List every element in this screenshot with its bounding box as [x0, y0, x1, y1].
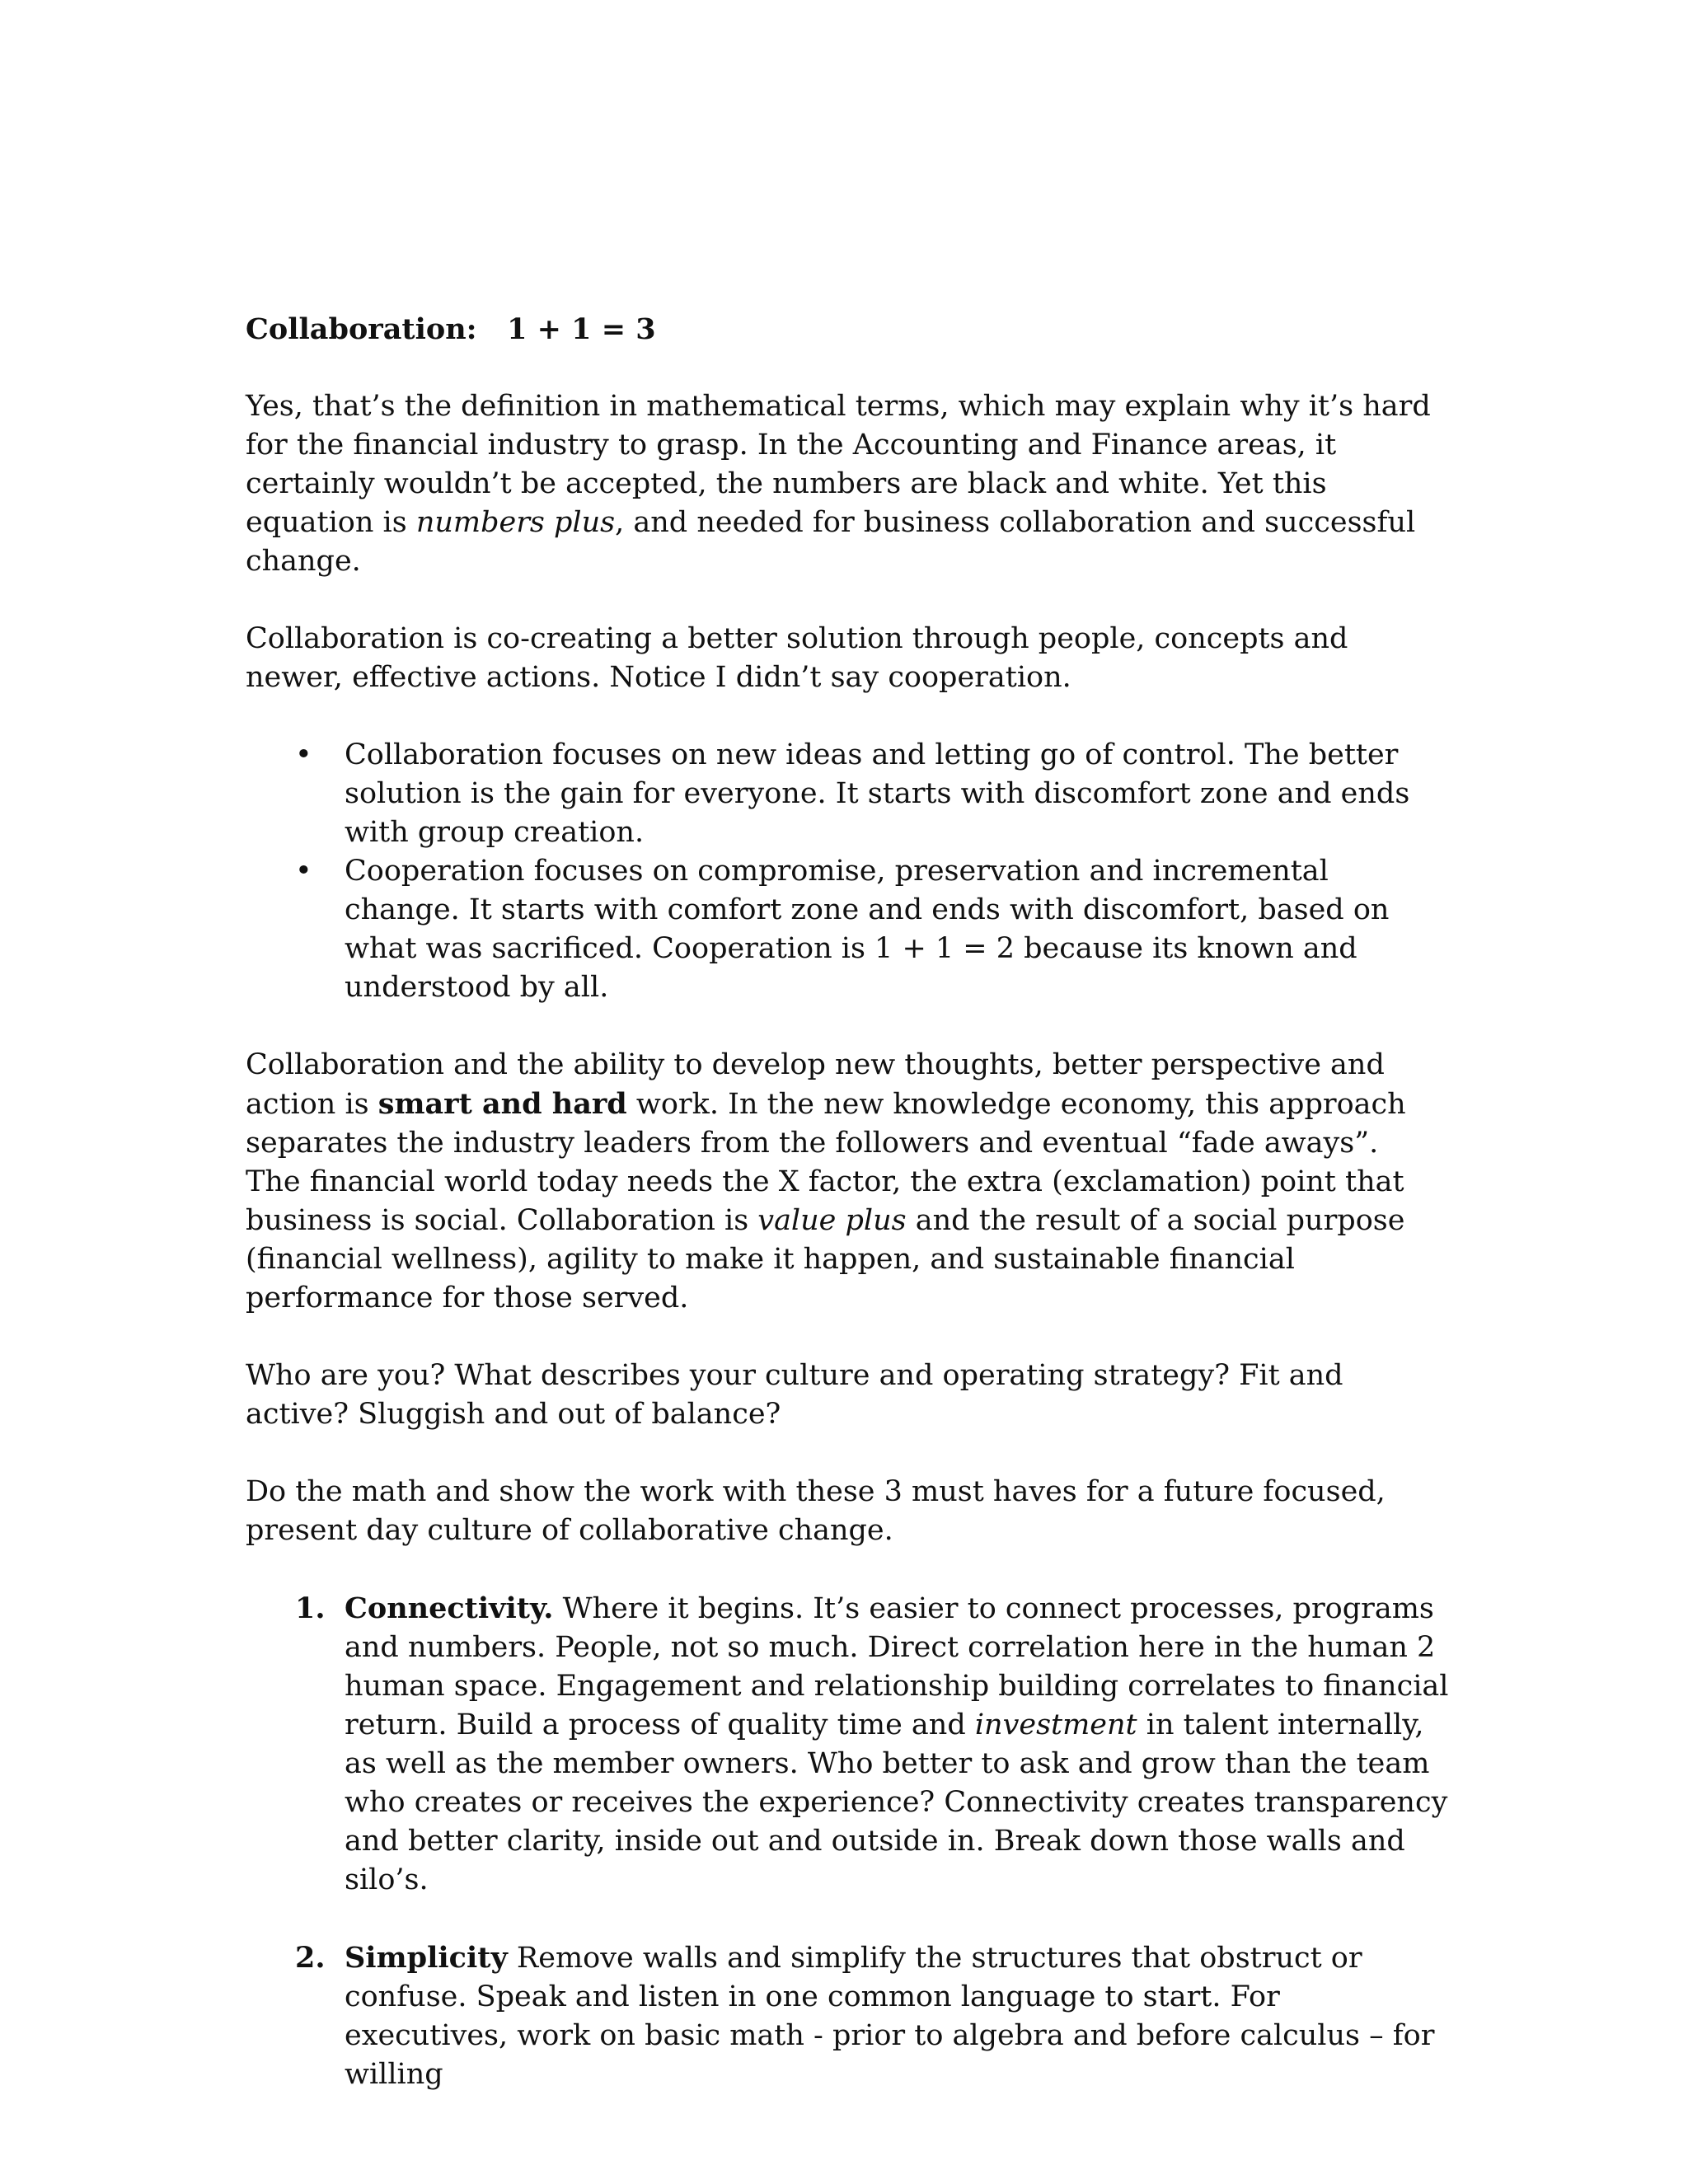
xfactor-text-1: The financial world today needs the X factor, the extra (exclamation) point that business is social. Collaboration is: [246, 1165, 1404, 1237]
intro-text-2: , and needed for business collaboration and successful change.: [246, 506, 1416, 578]
smart-work-paragraph: [246, 1046, 1449, 1163]
smart-text-2: work. In the new knowledge economy, this approach separates the industry leaders from the followers and eventual “fade aways”.: [246, 1088, 1406, 1160]
list-gap: [246, 1900, 1449, 1938]
bullet-item-collaboration: [246, 736, 1449, 852]
smart-bold: smart and hard: [377, 1087, 627, 1121]
list-item-text-2: in talent internally, as well as the member owners. Who better to ask and grow than the team who creates or receives the experience? Connectivity creates transparency and better clarity, inside out and outside in. Break down those walls and silo’s.: [345, 1708, 1448, 1896]
xfactor-italic: value plus: [757, 1204, 907, 1237]
paragraph-gap: [246, 1318, 1449, 1357]
intro-italic: numbers plus: [415, 506, 616, 539]
list-item-text-1: Remove walls and simplify the structures that obstruct or confuse. Speak and listen in one common language to start. For executives, work on basic math - prior to algebra and before calculus – for willing: [345, 1942, 1435, 2091]
list-item-heading: Connectivity.: [345, 1591, 554, 1625]
comparison-bullet-list: [246, 736, 1449, 1007]
page-title: Collaboration: 1 + 1 = 3: [246, 312, 656, 346]
smart-text-1: Collaboration and the ability to develop new thoughts, better perspective and action is: [246, 1048, 1385, 1121]
definition-paragraph: Collaboration is co-creating a better solution through people, concepts and newer, effective actions. Notice I didn’t say cooperation.: [246, 622, 1348, 694]
list-item-italic: investment: [974, 1708, 1137, 1741]
bullet-marker: •: [295, 855, 312, 888]
paragraph-gap: [246, 697, 1449, 736]
paragraph-gap: [246, 1434, 1449, 1473]
bullet-text: Collaboration focuses on new ideas and letting go of control. The better solution is the gain for everyone. It starts with discomfort zone and ends with group creation.: [345, 738, 1410, 849]
list-number: 1.: [295, 1591, 326, 1625]
xfactor-paragraph: [246, 1163, 1449, 1318]
intro-text-1: Yes, that’s the definition in mathematical terms, which may explain why it’s hard for the financial industry to grasp. In the Accounting and Finance areas, it certainly wouldn’t be accepted, the numbers are black and white. Yet this equation is: [246, 390, 1431, 539]
questions-paragraph: Who are you? What describes your culture and operating strategy? Fit and active? Sluggish and out of balance?: [246, 1359, 1343, 1431]
paragraph-gap: [246, 1550, 1449, 1589]
paragraph-gap: [246, 581, 1449, 620]
list-item-connectivity: [246, 1589, 1449, 1900]
document-body: [246, 310, 1449, 2094]
xfactor-text-2: and the result of a social purpose (financial wellness), agility to make it happen, and sustainable financial performance for those served.: [246, 1204, 1405, 1315]
bullet-marker: •: [295, 738, 312, 771]
math-paragraph: Do the math and show the work with these 3 must haves for a future focused, present day culture of collaborative change.: [246, 1475, 1386, 1547]
must-haves-list: [246, 1589, 1449, 2094]
bullet-text: Cooperation focuses on compromise, preservation and incremental change. It starts with comfort zone and ends with discomfort, based on what was sacrificed. Cooperation is 1 + 1 = 2 because its known and understood by all.: [345, 855, 1390, 1004]
list-number: 2.: [295, 1941, 326, 1975]
list-item-simplicity: [246, 1938, 1449, 2094]
list-item-heading: Simplicity: [345, 1941, 508, 1975]
bullet-item-cooperation: [246, 852, 1449, 1007]
intro-paragraph: [246, 387, 1449, 581]
paragraph-gap: [246, 1007, 1449, 1046]
list-item-text-1: Where it begins. It’s easier to connect processes, programs and numbers. People, not so much. Direct correlation here in the human 2 human space. Engagement and relationship building correlates to financial return. Build a process of quality time and: [345, 1592, 1449, 1741]
